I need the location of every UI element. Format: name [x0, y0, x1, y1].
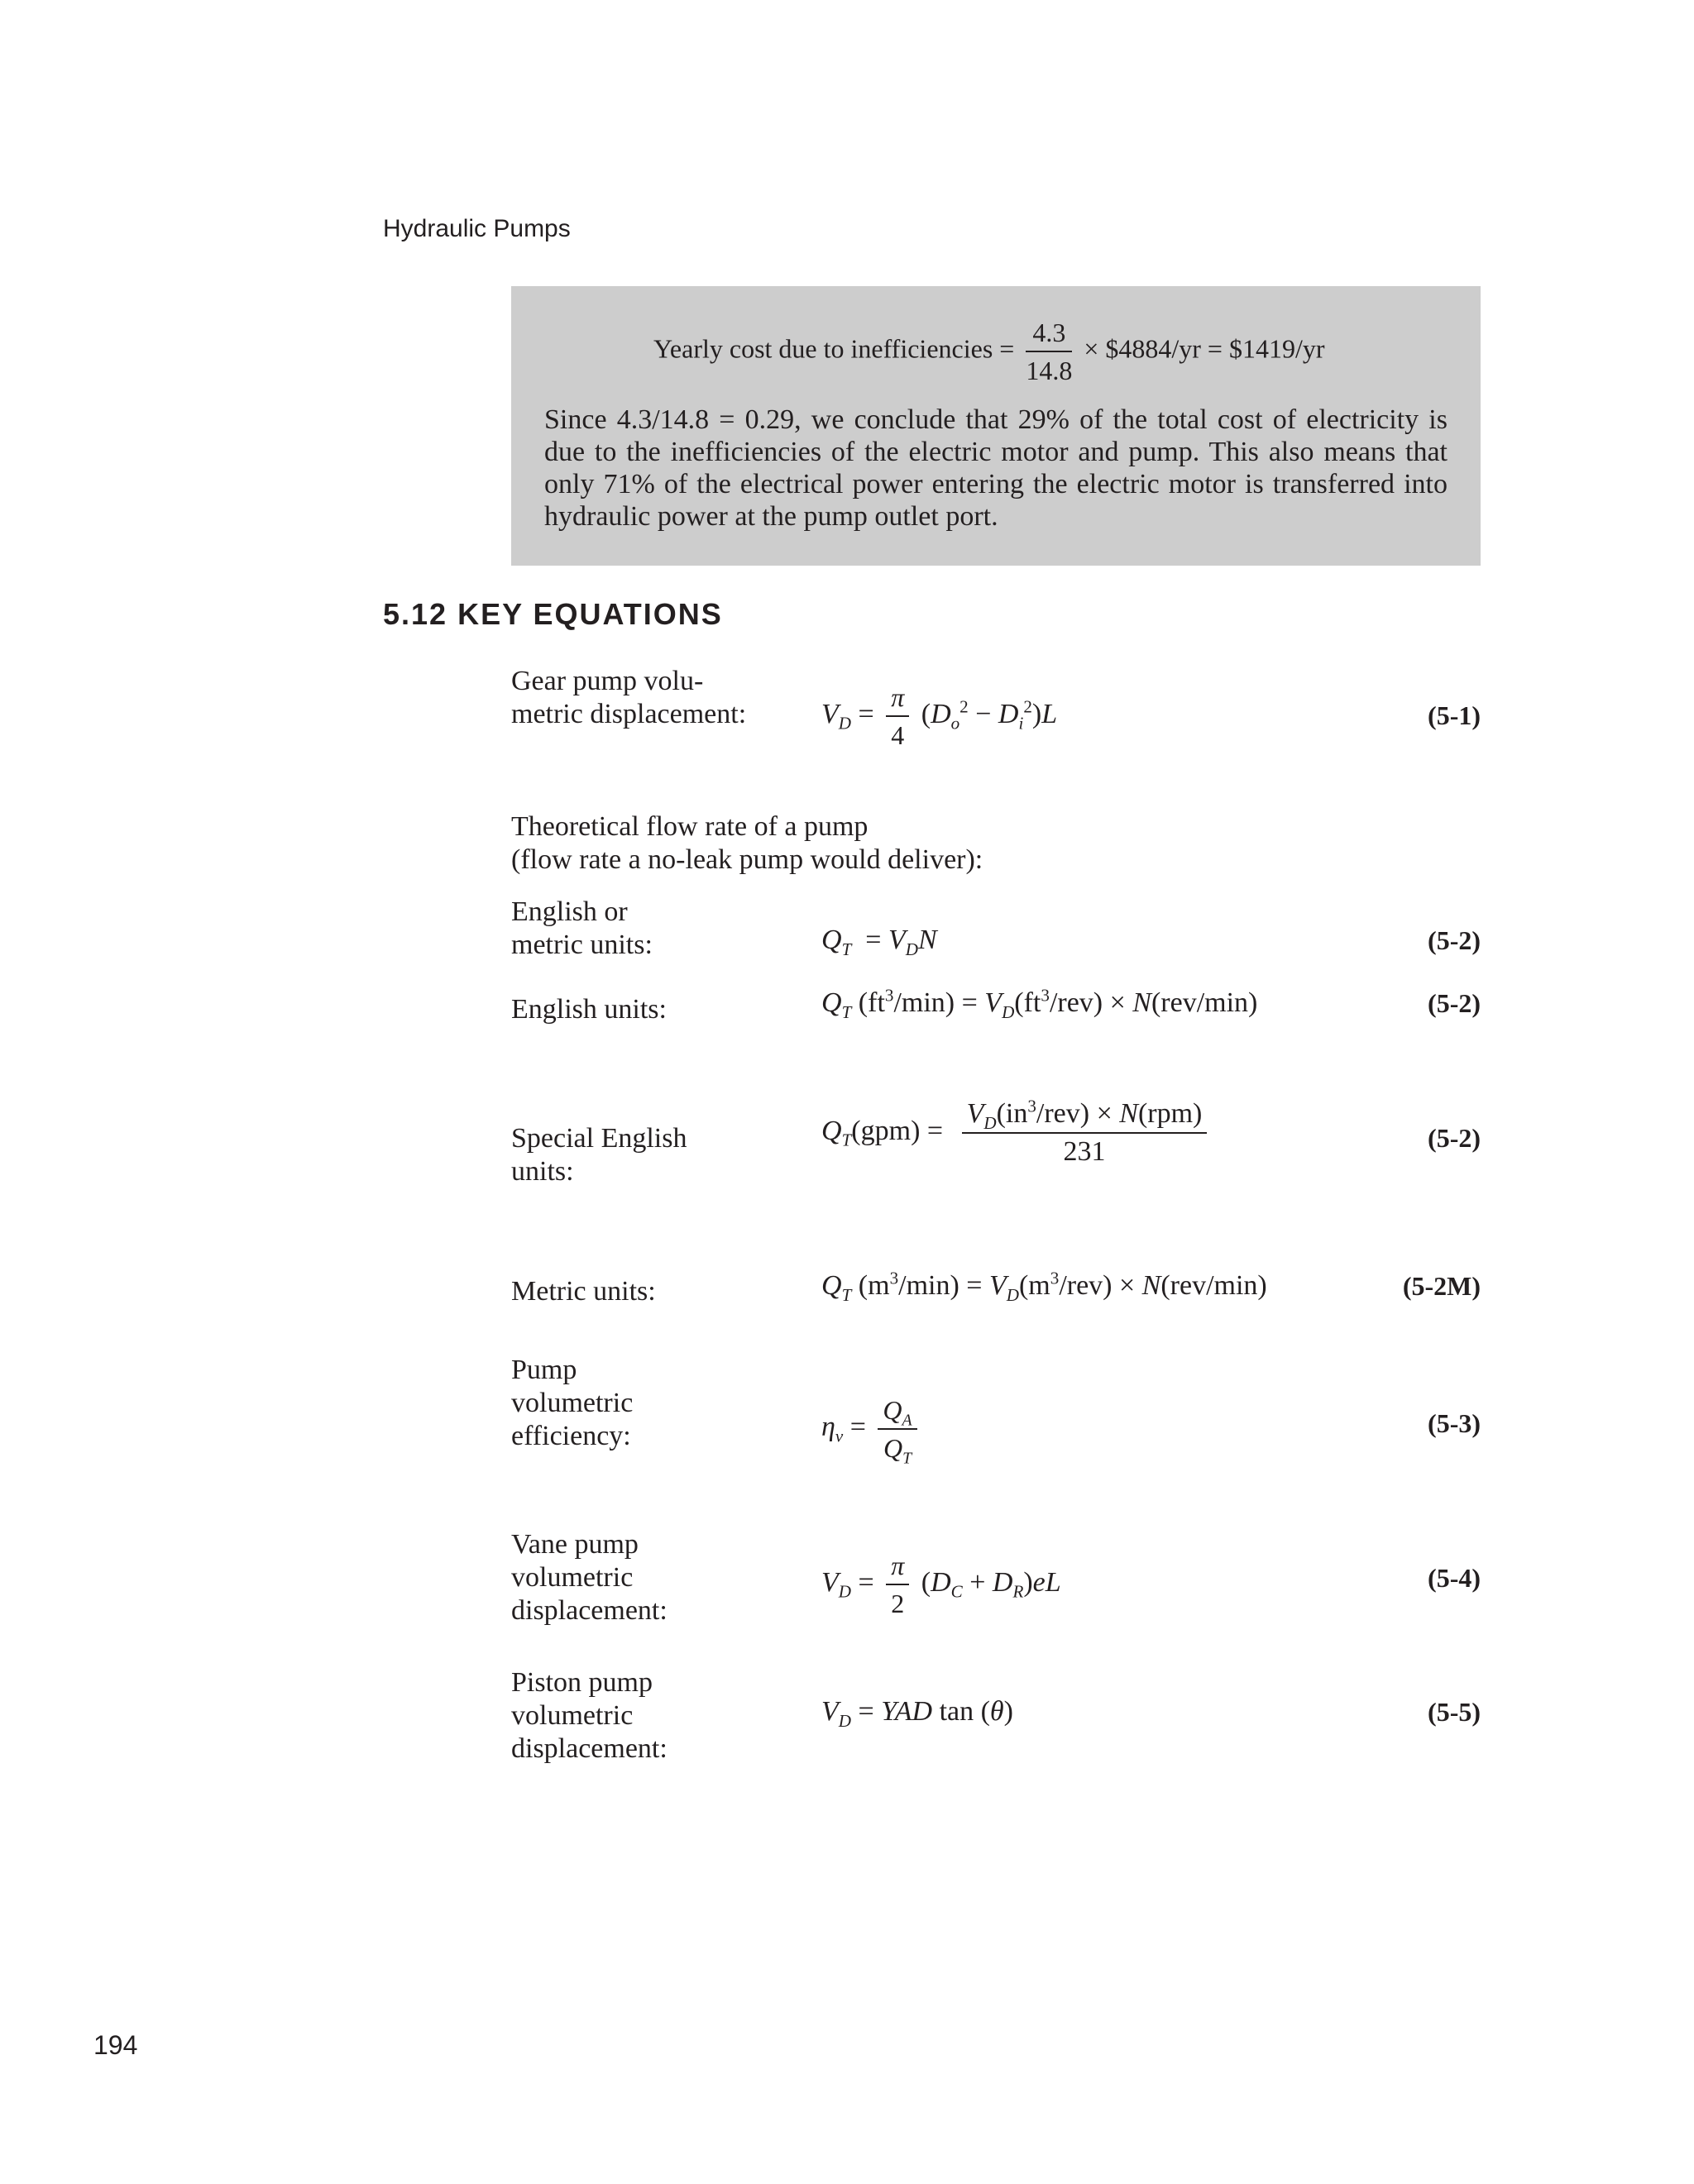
- paragraph-line: only 71% of the electrical power entering the electric motor is transferred into: [544, 469, 1448, 499]
- running-head: Hydraulic Pumps: [383, 215, 571, 242]
- volumetric-efficiency-equation: $\eta_v$ = $\frac{Q_A}{Q_T}$: [821, 1393, 922, 1465]
- paragraph-line: hydraulic power at the pump outlet port.: [544, 501, 998, 532]
- equation-number: (5-2): [1428, 988, 1481, 1018]
- gear-pump-displacement-equation: $V_D$ = $\frac{\pi}{4}$ $(D_o^2 - D_i^2)L$: [821, 682, 1058, 750]
- piston-pump-displacement-equation: $V_D$ = YAD tan (θ): [821, 1696, 1013, 1731]
- page-number: 194: [93, 2030, 138, 2060]
- equation-label: Piston pump volumetric displacement:: [511, 1667, 668, 1764]
- vane-pump-displacement-equation: $V_D$ = $\frac{\pi}{2}$ $(D_C + D_R)eL$: [821, 1551, 1061, 1618]
- english-flow-equation: $Q_T$ $(ft^3/\min) = V_D(ft^3/rev) \times N(rev/\min)$: [821, 985, 1258, 1022]
- equation-label: Vane pump volumetric displacement:: [511, 1529, 668, 1626]
- equation-label: Metric units:: [511, 1276, 656, 1307]
- equation-number: (5-1): [1428, 700, 1481, 730]
- efficiency-fraction: [1026, 316, 1072, 387]
- equation-number: (5-2): [1428, 925, 1481, 955]
- metric-flow-equation: $Q_T$ $(m^3/\min) = V_D(m^3/rev) \times N(rev/\min)$: [821, 1268, 1267, 1305]
- equation-label: English or metric units:: [511, 896, 653, 960]
- equation-number: (5-2M): [1402, 1271, 1481, 1301]
- equation-label: Gear pump volu- metric displacement:: [511, 666, 747, 729]
- theoretical-flow-equation: $Q_T = V_DN$: [821, 925, 937, 959]
- fraction-denominator: 14.8: [1026, 356, 1073, 385]
- equation-number: (5-5): [1428, 1697, 1481, 1727]
- equation-number: (5-2): [1428, 1123, 1481, 1153]
- flow-rate-intro: Theoretical flow rate of a pump (flow rate a no-leak pump would deliver):: [511, 811, 983, 875]
- section-heading: 5.12 KEY EQUATIONS: [383, 597, 723, 631]
- yearly-cost-lhs: Yearly cost due to inefficiencies: [653, 333, 993, 364]
- special-english-flow-equation: $Q_T(gpm)$ = $\frac{V_D(in^3/rev) \times N(rpm)}{231}$: [821, 1097, 1212, 1168]
- equation-label: Pump volumetric efficiency:: [511, 1355, 634, 1451]
- equation-label: Special English units:: [511, 1123, 687, 1187]
- equation-number: (5-3): [1428, 1408, 1481, 1438]
- paragraph-line: Since 4.3/14.8 = 0.29, we conclude that 29% of the total cost of electricity is: [544, 404, 1448, 435]
- equals-sign: =: [999, 333, 1015, 364]
- fraction-numerator: 4.3: [1026, 316, 1072, 352]
- example-shaded-box: [511, 286, 1481, 566]
- example-conclusion-paragraph: [544, 404, 1448, 533]
- yearly-cost-equation: [653, 316, 1325, 387]
- yearly-cost-rhs: × $4884/yr = $1419/yr: [1084, 333, 1325, 364]
- equation-label: English units:: [511, 994, 667, 1025]
- paragraph-line: due to the inefficiencies of the electric motor and pump. This also means that: [544, 437, 1448, 467]
- equation-number: (5-4): [1428, 1563, 1481, 1593]
